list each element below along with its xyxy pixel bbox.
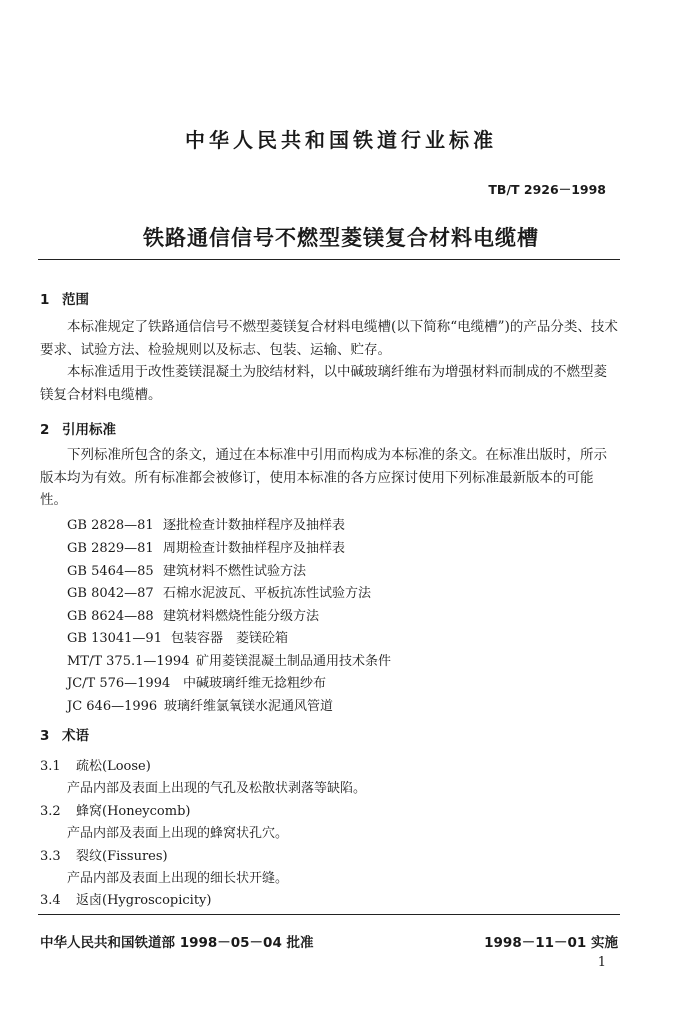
term-number: 3.2 [40,804,61,819]
reference-code: JC/T 576—1994 [67,676,171,691]
reference-name: 周期检查计数抽样程序及抽样表 [163,541,346,556]
section-2-title: 引用标准 [62,422,116,438]
reference-code: GB 2829—81 [67,541,154,556]
page-number: 1 [597,955,606,970]
term-name: 蜂窝(Honeycomb) [76,804,191,819]
reference-item [67,514,345,533]
section-2-number: 2 [40,422,50,438]
section-3-title: 术语 [62,728,89,744]
reference-item [67,605,319,624]
reference-code: GB 8624—88 [67,609,154,624]
reference-name: 包装容器 菱镁砼箱 [171,631,289,646]
term-name: 裂纹(Fissures) [76,849,168,864]
term-name: 疏松(Loose) [76,759,151,774]
title-divider [38,259,620,260]
standard-code: TB/T 2926－1998 [488,182,606,197]
reference-item [67,650,391,669]
reference-name: 逐批检查计数抽样程序及抽样表 [163,518,346,533]
footer-divider [38,914,620,915]
reference-name: 玻璃纤维氯氧镁水泥通风管道 [164,699,334,714]
reference-item [67,560,306,579]
section-3-heading [40,724,89,744]
term-definition: 产品内部及表面上出现的蜂窝状孔穴。 [67,826,289,841]
term-number: 3.1 [40,759,61,774]
reference-name: 矿用菱镁混凝土制品通用技术条件 [196,654,392,669]
term-name: 返卤(Hygroscopicity) [76,893,212,908]
effective-date: 1998－11－01 实施 [484,935,618,951]
section-1-paragraph-1: 本标准规定了铁路通信信号不燃型菱镁复合材料电缆槽(以下简称“电缆槽”)的产品分类、技术要求、试验方法、检验规则以及标志、包装、运输、贮存。 [40,319,618,358]
issue-statement: 中华人民共和国铁道部 1998－05－04 批准 [40,935,314,951]
reference-code: GB 13041—91 [67,631,162,646]
term-definition: 产品内部及表面上出现的细长状开缝。 [67,871,289,886]
section-1-paragraph-2: 本标准适用于改性菱镁混凝土为胶结材料，以中碱玻璃纤维布为增强材料而制成的不燃型菱镁复合材料电缆槽。 [40,364,607,403]
section-2-heading [40,418,116,438]
reference-item [67,695,333,714]
reference-item [67,537,345,556]
term-entry [40,889,211,908]
reference-name: 中碱玻璃纤维无捻粗纱布 [183,676,327,691]
section-1-heading [40,288,89,308]
section-3-number: 3 [40,728,50,744]
reference-code: JC 646—1996 [67,699,158,714]
reference-item [67,627,288,646]
reference-code: GB 2828—81 [67,518,154,533]
term-definition: 产品内部及表面上出现的气孔及松散状剥落等缺陷。 [67,781,367,796]
reference-code: GB 8042—87 [67,586,154,601]
section-1-number: 1 [40,292,50,308]
reference-name: 石棉水泥波瓦、平板抗冻性试验方法 [163,586,372,601]
term-entry [40,800,190,819]
standard-type-header: 中华人民共和国铁道行业标准 [185,128,497,152]
reference-code: GB 5464—85 [67,564,154,579]
term-entry [40,845,168,864]
section-2-paragraph: 下列标准所包含的条文，通过在本标准中引用而构成为本标准的条文。在标准出版时，所示版本均为有效。所有标准都会被修订，使用本标准的各方应探讨使用下列标准最新版本的可能性。 [40,447,607,508]
reference-item [67,582,371,601]
reference-name: 建筑材料不燃性试验方法 [163,564,307,579]
term-number: 3.4 [40,893,61,908]
reference-code: MT/T 375.1—1994 [67,654,190,669]
document-title: 铁路通信信号不燃型菱镁复合材料电缆槽 [143,226,539,250]
reference-item [67,672,326,691]
section-1-title: 范围 [62,292,89,308]
reference-name: 建筑材料燃烧性能分级方法 [163,609,320,624]
term-number: 3.3 [40,849,61,864]
term-entry [40,755,151,774]
